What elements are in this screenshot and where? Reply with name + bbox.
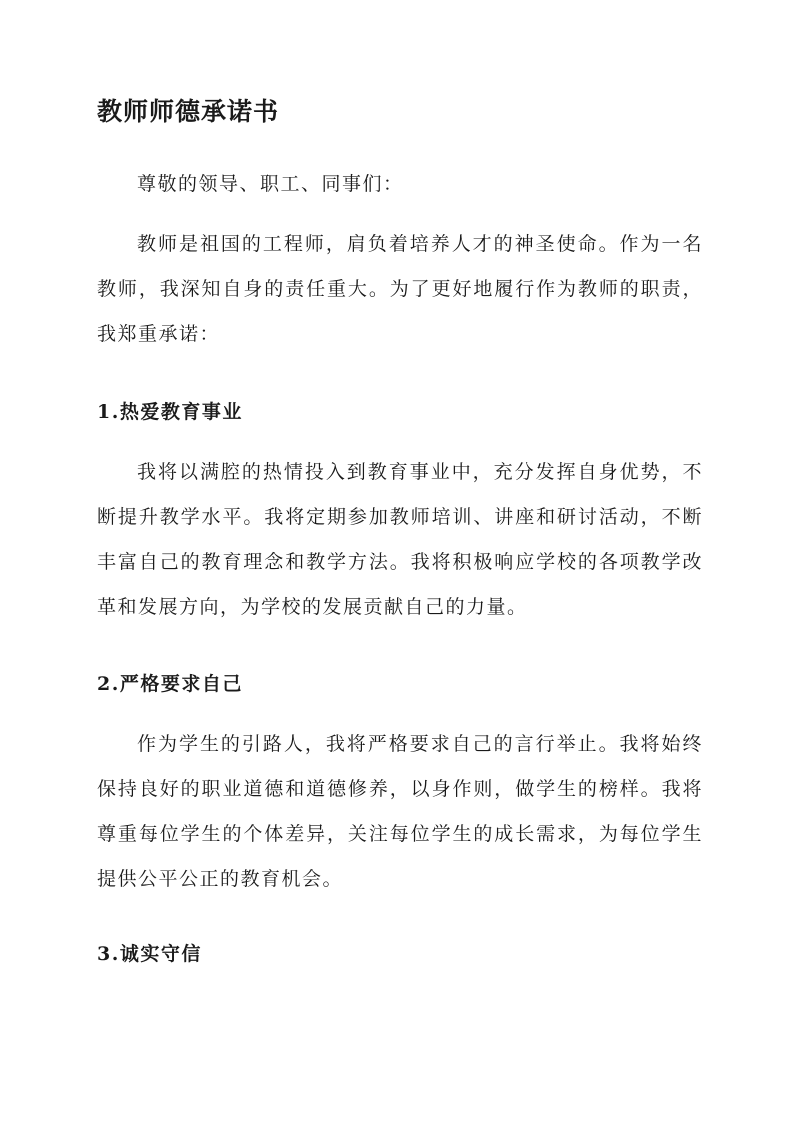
section-2-body: 作为学生的引路人，我将严格要求自己的言行举止。我将始终保持良好的职业道德和道德修养，以身作则，做学生的榜样。我将尊重每位学生的个体差异，关注每位学生的成长需求，为每位学生提供公平公正的教育机会。 [97, 733, 703, 890]
section-2-heading: 2.严格要求自己 [97, 673, 243, 695]
intro-paragraph: 教师是祖国的工程师，肩负着培养人才的神圣使命。作为一名教师，我深知自身的责任重大。为了更好地履行作为教师的职责，我郑重承诺： [97, 233, 703, 345]
salutation: 尊敬的领导、职工、同事们： [137, 173, 404, 195]
section-1-heading: 1.热爱教育事业 [97, 401, 243, 423]
document-title: 教师师德承诺书 [97, 97, 280, 126]
section-1-body: 我将以满腔的热情投入到教育事业中，充分发挥自身优势，不断提升教学水平。我将定期参加教师培训、讲座和研讨活动，不断丰富自己的教育理念和教学方法。我将积极响应学校的各项教学改革和发展方向，为学校的发展贡献自己的力量。 [97, 461, 703, 618]
section-3-heading: 3.诚实守信 [97, 943, 202, 965]
